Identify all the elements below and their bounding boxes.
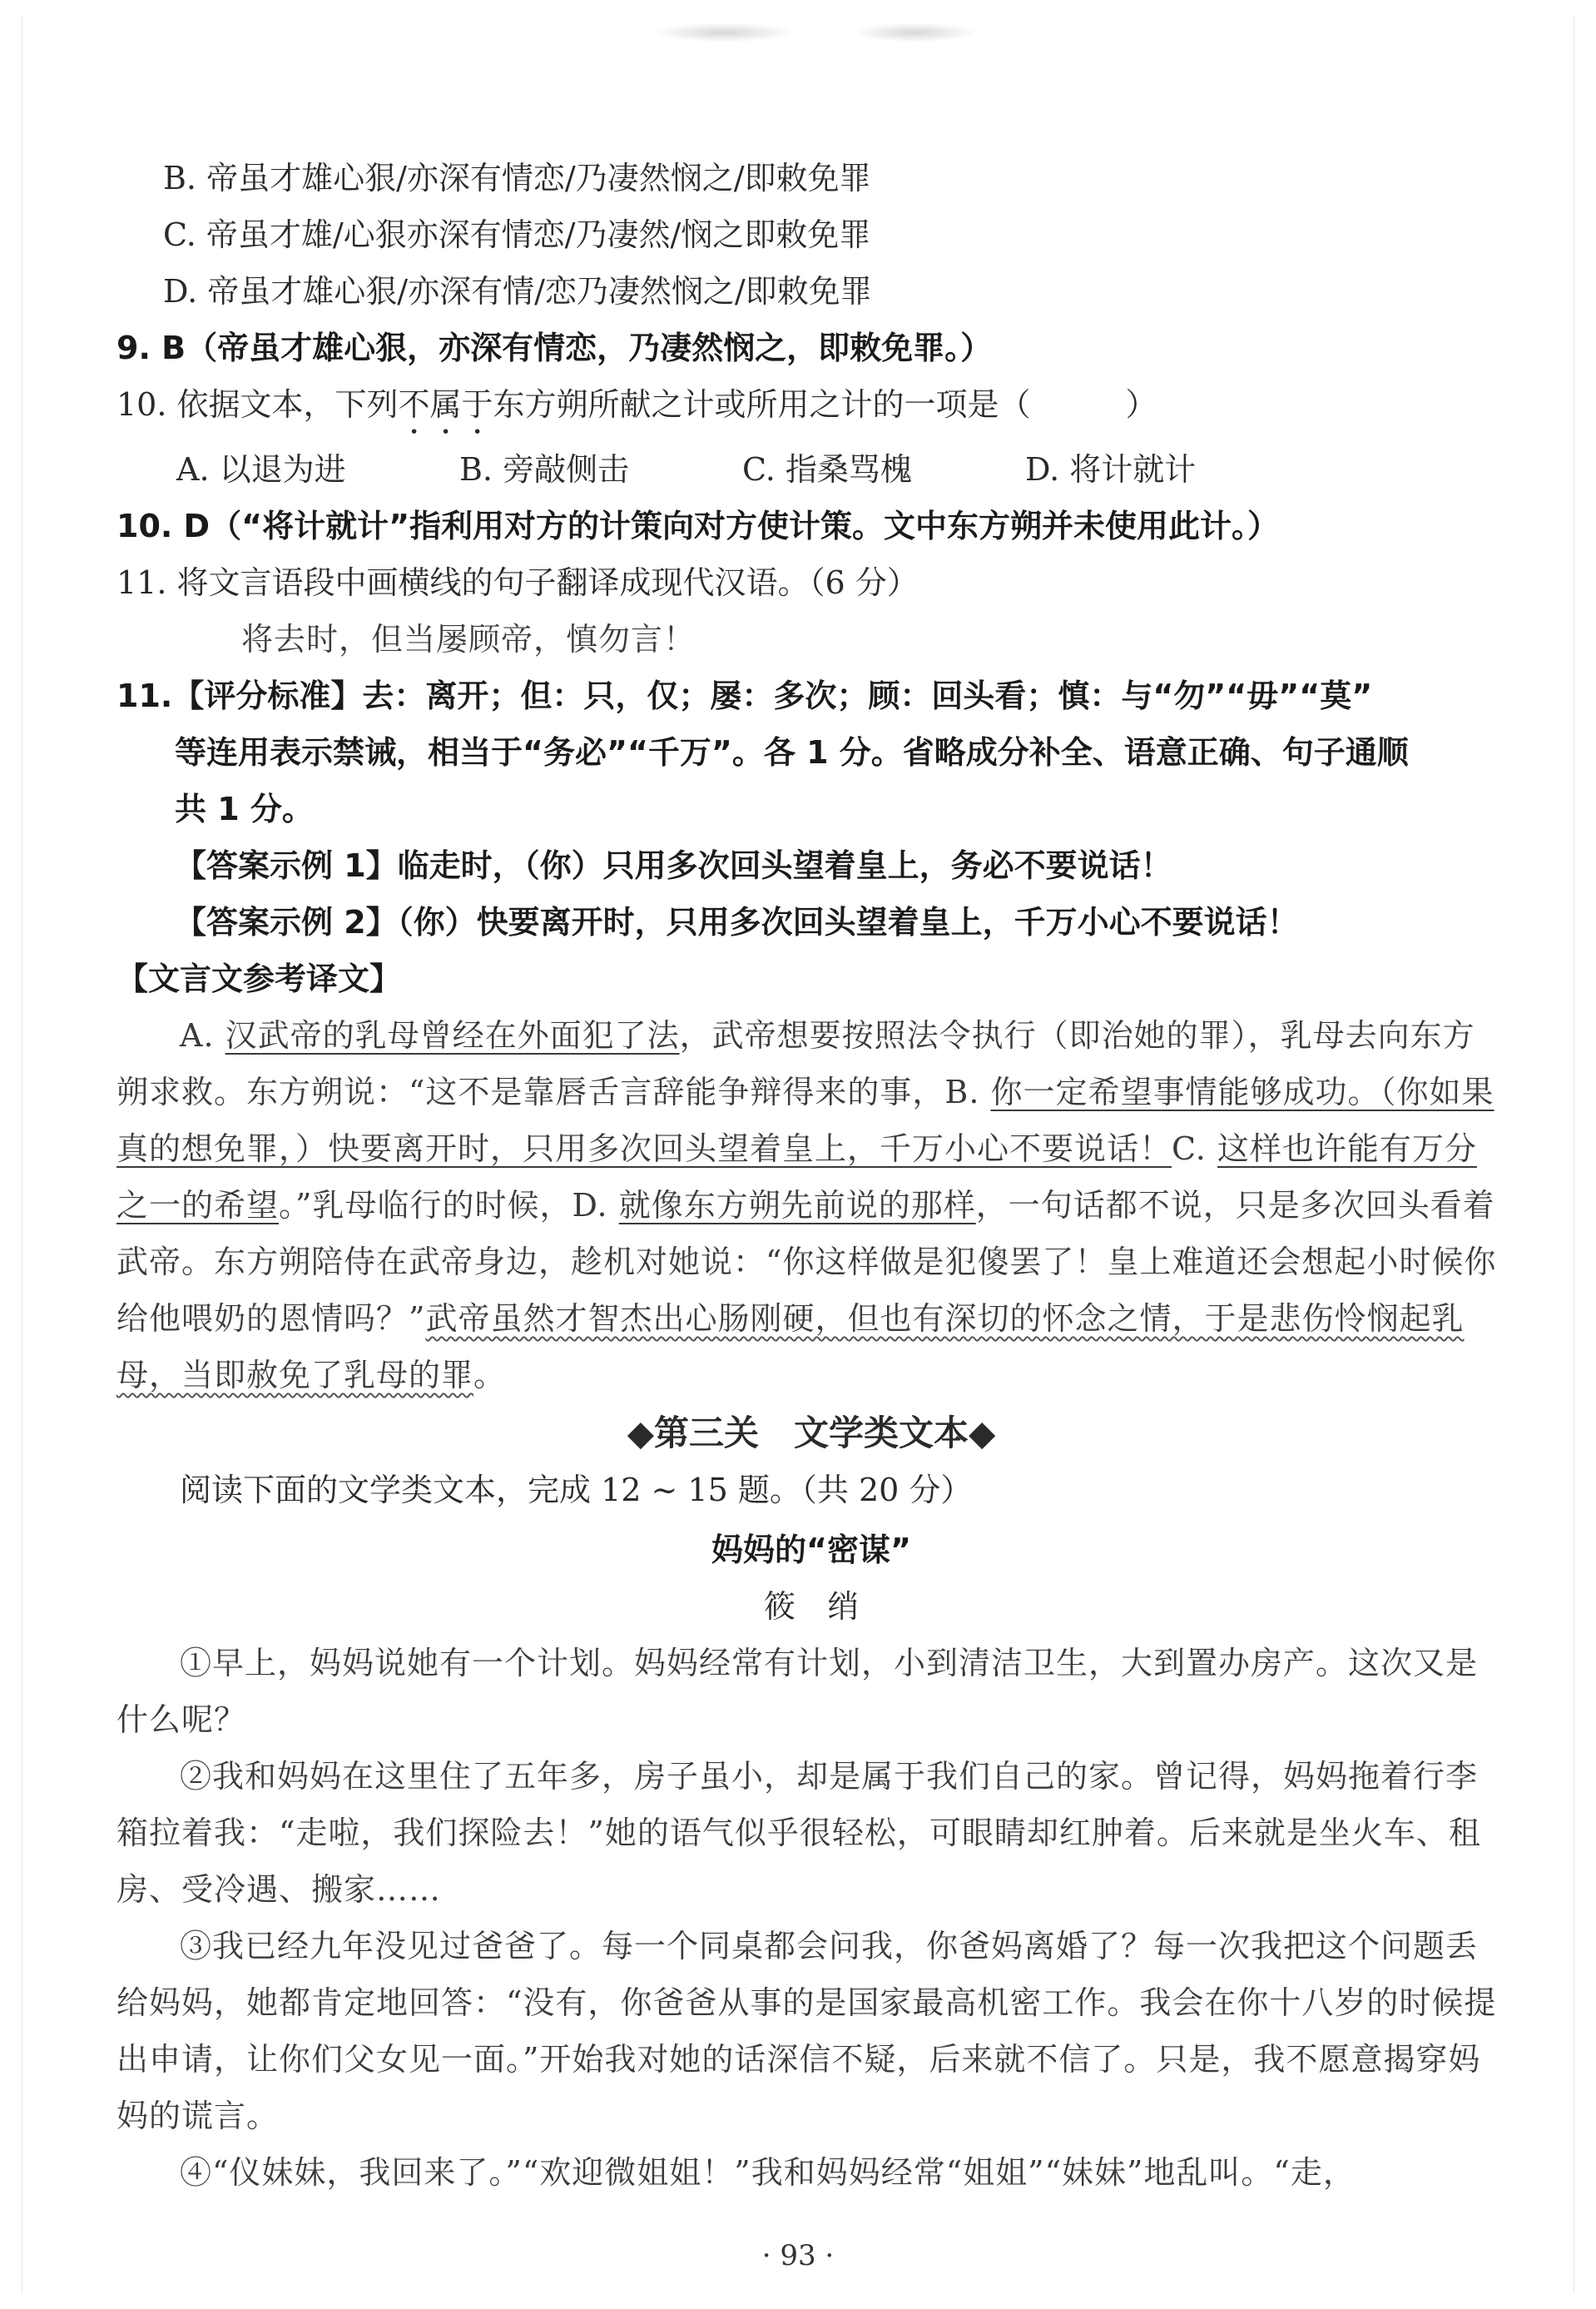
article-para-3: ③我已经九年没见过爸爸了。每一个同桌都会问我，你爸妈离婚了？每一次我把这个问题丢给妈妈，她都肯定地回答：“没有，你爸爸从事的是国家最高机密工作。我会在你十八岁的时候提出申请，让你们父女见一面。”开始我对她的话深信不疑，后来就不信了。只是，我不愿意揭穿妈妈的谎言。	[116, 1928, 1497, 2134]
q11-standard-line3: 共 1 分。	[175, 791, 314, 827]
q9-option-d: D. 帝虽才雄心狠/亦深有情/恋乃凄然悯之/即敕免罪	[163, 273, 872, 310]
q10-stem	[116, 376, 1506, 441]
translation-underline-a: 汉武帝的乳母曾经在外面犯了法	[225, 1017, 680, 1054]
translation-heading: 【文言文参考译文】	[116, 961, 402, 997]
q9-option-c: C. 帝虽才雄/心狠亦深有情恋/乃凄然/悯之即敕免罪	[163, 216, 871, 253]
translation-text-1: ，武帝想要按照法令执行（即治她的罪），乳母去向东方朔求救。东方朔说：“这不是靠唇舌言辞能争辩得来的事，B.	[116, 1017, 1475, 1110]
q11-example-1: 【答案示例 1】临走时，（你）只用多次回头望着皇上，务必不要说话！	[175, 847, 1172, 884]
q10-answer: 10. D（“将计就计”指利用对方的计策向对方使计策。文中东方朔并未使用此计。）	[116, 508, 1280, 544]
q10-stem-pre: 10. 依据文本，下列	[116, 386, 399, 423]
document-body	[116, 150, 1506, 2201]
q9-option-b: B. 帝虽才雄心狠/亦深有情恋/乃凄然悯之/即敕免罪	[163, 160, 871, 196]
section3-instruction: 阅读下面的文学类文本，完成 12 ~ 15 题。（共 20 分）	[180, 1472, 973, 1508]
translation-wavy-underline: 武帝虽然才智杰出心肠刚硬，但也有深切的怀念之情，于是悲伤怜悯起乳母，当即赦免了乳母的罪	[116, 1300, 1465, 1393]
q10-options	[116, 441, 1506, 498]
translation-text-2: 。”乳母临行的时候，D.	[279, 1187, 619, 1224]
q11-example-2: 【答案示例 2】（你）快要离开时，只用多次回头望着皇上，千万小心不要说话！	[175, 904, 1299, 941]
article-para-2: ②我和妈妈在这里住了五年多，房子虽小，却是属于我们自己的家。曾记得，妈妈拖着行李箱拉着我：“走啦，我们探险去！”她的语气似乎很轻松，可眼睛却红肿着。后来就是坐火车、租房、受冷遇、搬家……	[116, 1758, 1481, 1908]
translation-paragraph	[116, 1007, 1506, 1403]
q10-option-a: A. 以退为进	[176, 451, 346, 488]
q11-standard-line1: 11.【评分标准】去：离开；但：只，仅；屡：多次；顾：回头看；慎：与“勿”“毋”“莫”	[116, 678, 1373, 714]
article-author: 筱 绡	[763, 1588, 859, 1625]
q10-option-d: D. 将计就计	[1025, 451, 1197, 488]
q10-option-c: C. 指桑骂槐	[742, 451, 912, 488]
translation-underline-d: 就像东方朔先前说的那样	[618, 1187, 976, 1224]
q10-stem-post: 东方朔所献之计或所用之计的一项是（ ）	[493, 386, 1157, 423]
translation-end: 。	[473, 1357, 507, 1393]
translation-text-3: ，一句话都不说，只是多次回头看着武帝。东方朔陪侍在武帝身边，趁机对她说：“你这样做是犯傻罢了！皇上难道还会想起小时候你给他喂奶的恩情吗？”	[116, 1187, 1497, 1337]
translation-underline-b: 你一定希望事情能够成功。（你如果真的想免罪，）快要离开时，只用多次回头望着皇上，千万小心不要说话！	[116, 1074, 1494, 1167]
article-title: 妈妈的“密谋”	[711, 1532, 911, 1568]
q10-option-b: B. 旁敲侧击	[459, 451, 630, 488]
article-para-1: ①早上，妈妈说她有一个计划。妈妈经常有计划，小到清洁卫生，大到置办房产。这次又是什么呢？	[116, 1645, 1479, 1738]
scan-smudge-left	[657, 23, 791, 42]
article-para-4: ④“仪妹妹，我回来了。”“欢迎微姐姐！”我和妈妈经常“姐姐”“妹妹”地乱叫。“走，	[180, 2154, 1356, 2191]
translation-label-c: C.	[1172, 1130, 1217, 1167]
scan-smudge-right	[857, 23, 974, 42]
section3-title: ◆第三关 文学类文本◆	[627, 1413, 996, 1453]
translation-label-a: A.	[180, 1017, 226, 1054]
translation-underline-c: 这样也许能有万分之一的希望	[116, 1130, 1477, 1224]
q11-stem: 11. 将文言语段中画横线的句子翻译成现代汉语。（6 分）	[116, 564, 919, 601]
q10-stem-emphasis: 不属于	[398, 386, 493, 423]
q9-answer: 9. B（帝虽才雄心狠，亦深有情恋，乃凄然悯之，即敕免罪。）	[116, 330, 993, 366]
q11-standard-line2: 等连用表示禁诫，相当于“务必”“千万”。各 1 分。省略成分补全、语意正确、句子通顺	[175, 734, 1409, 771]
q11-sentence: 将去时，但当屡顾帝，慎勿言！	[241, 621, 696, 658]
page-number: · 93 ·	[761, 2239, 835, 2272]
